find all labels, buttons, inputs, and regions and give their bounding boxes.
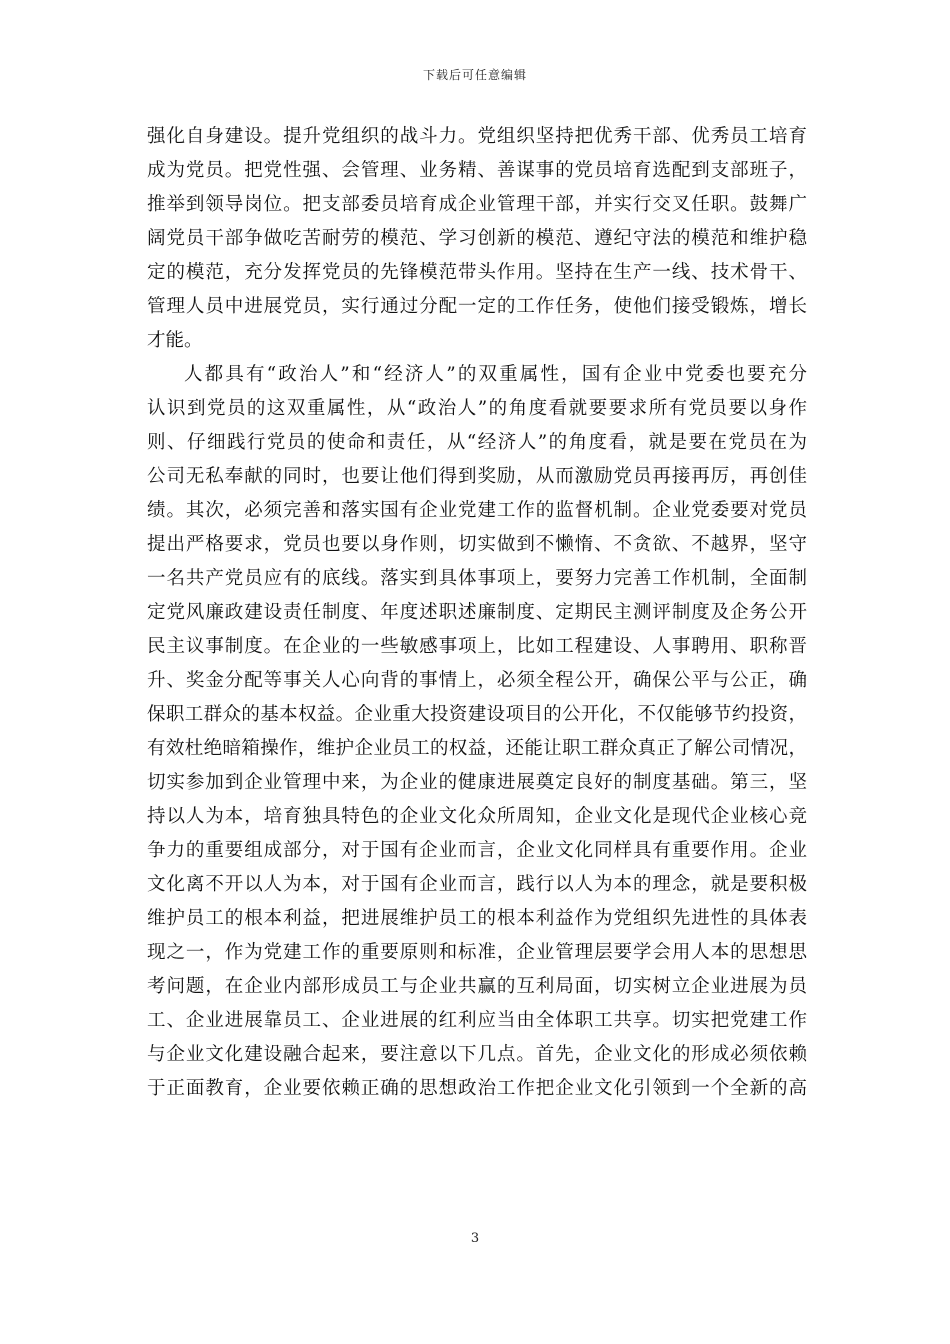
text-line: 阔党员干部争做吃苦耐劳的模范、学习创新的模范、遵纪守法的模范和维护稳 <box>147 228 807 249</box>
text-line: 保职工群众的基本权益。企业重大投资建设项目的公开化，不仅能够节约投资， <box>147 704 807 725</box>
text-line: 一名共产党员应有的底线。落实到具体事项上，要努力完善工作机制，全面制 <box>147 568 807 589</box>
text-line: 升、奖金分配等事关人心向背的事情上，必须全程公开，确保公平与公正，确 <box>147 670 807 691</box>
text-line: 切实参加到企业管理中来，为企业的健康进展奠定良好的制度基础。第三，坚 <box>147 772 807 793</box>
page-header: 下载后可任意编辑 <box>422 68 527 82</box>
text-line: 于正面教育，企业要依赖正确的思想政治工作把企业文化引领到一个全新的高 <box>147 1078 807 1099</box>
text-line: 争力的重要组成部分，对于国有企业而言，企业文化同样具有重要作用。企业 <box>147 840 807 861</box>
text-line: 人都具有“政治人”和“经济人”的双重属性，国有企业中党委也要充分 <box>184 364 807 385</box>
text-line: 定党风廉政建设责任制度、年度述职述廉制度、定期民主测评制度及企务公开 <box>147 602 807 623</box>
text-line: 管理人员中进展党员，实行通过分配一定的工作任务，使他们接受锻炼，增长 <box>147 296 807 317</box>
text-line: 考问题，在企业内部形成员工与企业共赢的互利局面，切实树立企业进展为员 <box>147 976 807 997</box>
text-line: 才能。 <box>147 330 203 351</box>
text-line: 提出严格要求，党员也要以身作则，切实做到不懒惰、不贪欲、不越界，坚守 <box>147 534 807 555</box>
text-line: 民主议事制度。在企业的一些敏感事项上，比如工程建设、人事聘用、职称晋 <box>147 636 807 657</box>
text-line: 则、仔细践行党员的使命和责任，从“经济人”的角度看，就是要在党员在为 <box>147 432 807 453</box>
text-line: 持以人为本，培育独具特色的企业文化众所周知，企业文化是现代企业核心竞 <box>147 806 807 827</box>
text-line: 认识到党员的这双重属性，从“政治人”的角度看就要要求所有党员要以身作 <box>147 398 807 419</box>
body-text <box>147 120 807 1106</box>
text-line: 公司无私奉献的同时，也要让他们得到奖励，从而激励党员再接再厉，再创佳 <box>147 466 807 487</box>
text-line: 文化离不开以人为本，对于国有企业而言，践行以人为本的理念，就是要积极 <box>147 874 807 895</box>
paragraph-2 <box>147 358 807 1106</box>
text-line: 成为党员。把党性强、会管理、业务精、善谋事的党员培育选配到支部班子， <box>147 160 807 181</box>
text-line: 维护员工的根本利益，把进展维护员工的根本利益作为党组织先进性的具体表 <box>147 908 807 929</box>
text-line: 与企业文化建设融合起来，要注意以下几点。首先，企业文化的形成必须依赖 <box>147 1044 807 1065</box>
page-number: 3 <box>470 1231 480 1246</box>
text-line: 定的模范，充分发挥党员的先锋模范带头作用。坚持在生产一线、技术骨干、 <box>147 262 807 283</box>
paragraph-1 <box>147 120 807 358</box>
text-line: 绩。其次，必须完善和落实国有企业党建工作的监督机制。企业党委要对党员 <box>147 500 807 521</box>
text-line: 有效杜绝暗箱操作，维护企业员工的权益，还能让职工群众真正了解公司情况， <box>147 738 807 759</box>
text-line: 工、企业进展靠员工、企业进展的红利应当由全体职工共享。切实把党建工作 <box>147 1010 807 1031</box>
text-line: 强化自身建设。提升党组织的战斗力。党组织坚持把优秀干部、优秀员工培育 <box>147 126 807 147</box>
text-line: 推举到领导岗位。把支部委员培育成企业管理干部，并实行交叉任职。鼓舞广 <box>147 194 807 215</box>
text-line: 现之一，作为党建工作的重要原则和标准，企业管理层要学会用人本的思想思 <box>147 942 807 963</box>
